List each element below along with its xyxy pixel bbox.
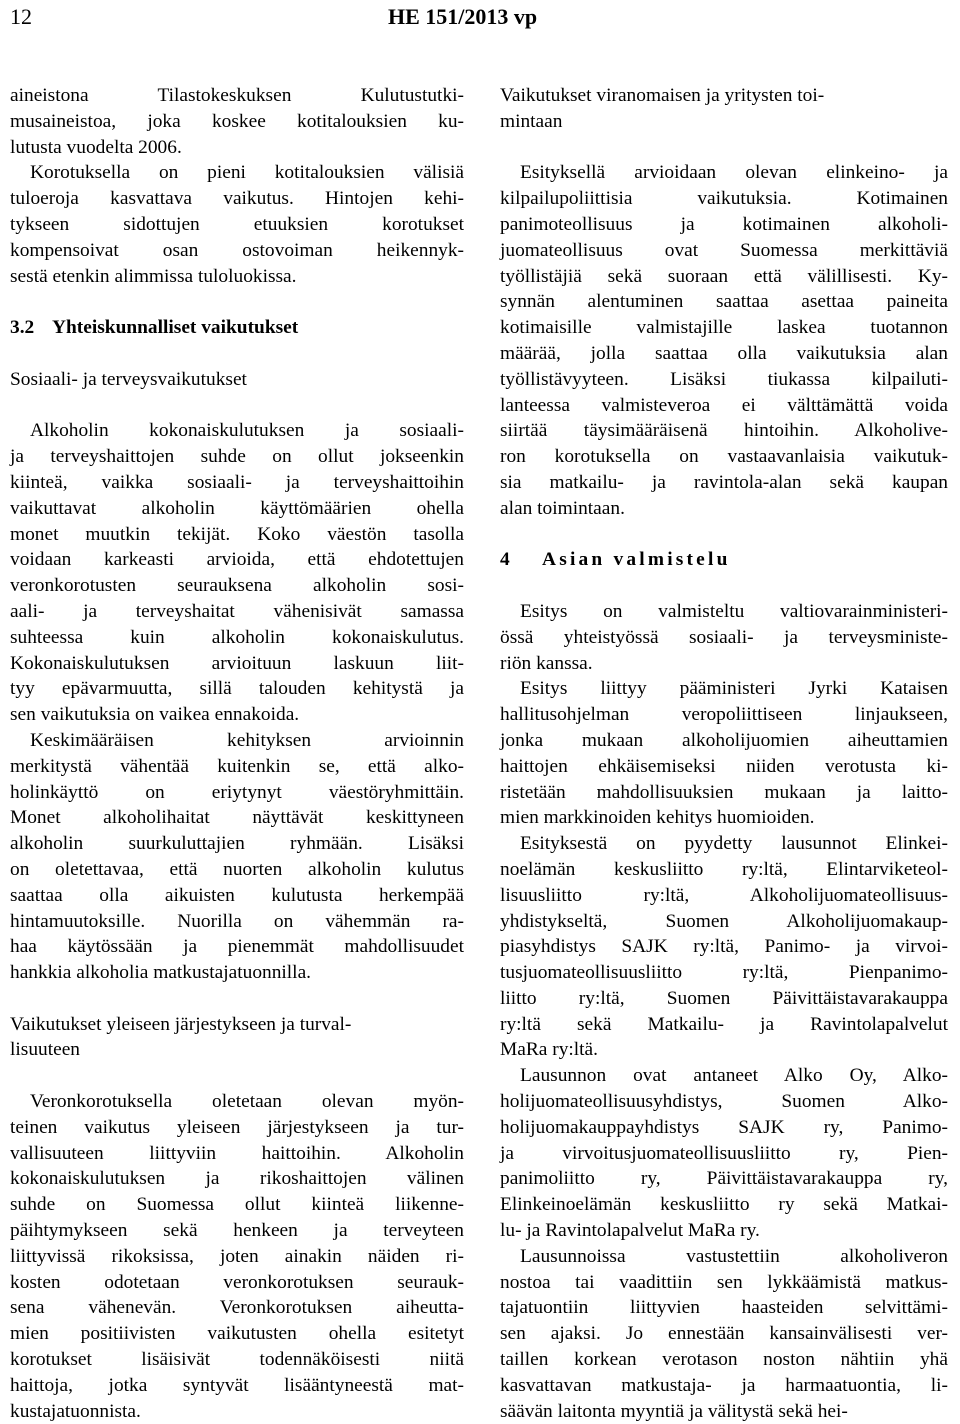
text-line: sen ajaksi. Jo ennestään kansainvälisesti ver- <box>500 1323 948 1345</box>
text-line: holijuomakauppayhdistys SAJK ry, Panimo- <box>500 1116 948 1138</box>
text-line: lutusta vuodelta 2006. <box>10 136 182 158</box>
text-line: össä yhteistyössä sosiaali- ja terveysministe- <box>500 626 948 648</box>
text-line: kotimaisille valmistajille laskea tuotannon <box>500 317 948 339</box>
document-id: HE 151/2013 vp <box>388 4 538 29</box>
text-line: riön kanssa. <box>500 652 593 674</box>
text-line: Vaikutukset viranomaisen ja yritysten toi- <box>500 85 825 106</box>
text-line: kompensoivat osan ostovoiman heikennyk- <box>10 239 464 261</box>
text-line: vallisuuteen liittyviin haittoihin. Alkoholin <box>10 1142 464 1164</box>
text-line: Lausunnon ovat antaneet Alko Oy, Alko- <box>520 1065 948 1087</box>
text-line: vaikuttavat alkoholin käyttömäärien ohella <box>10 497 464 519</box>
text-line: Monet alkoholihaitat näyttävät keskittyneen <box>10 807 464 829</box>
text-line: tuloeroja kasvattava vaikutus. Hintojen kehi- <box>10 188 464 210</box>
paragraph-keskimaarainen <box>10 728 464 986</box>
text-line: ja terveyshaittojen suhde on ollut jokseenkin <box>10 446 464 468</box>
subheading-sosiaali: Sosiaali- ja terveysvaikutukset <box>10 368 247 390</box>
paragraph-elinkeino <box>500 160 948 521</box>
text-line: lu- ja Ravintolapalvelut MaRa ry. <box>500 1220 760 1242</box>
text-line: Esityksestä on pyydetty lausunnot Elinkei- <box>520 833 948 855</box>
section-number: 3.2 <box>10 317 35 339</box>
text-line: mien markkinoiden kehitys huomioiden. <box>500 807 815 829</box>
text-line: määrää, jolla saattaa olla vaikutuksia alan <box>500 342 948 364</box>
text-line: ry:ltä sekä Matkailu- ja Ravintolapalvelut <box>500 1013 948 1035</box>
paragraph-veronkorotus <box>10 1089 464 1424</box>
text-line: yhdistykseltä, Suomen Alkoholijuomakaup- <box>500 910 948 932</box>
text-line: kokonaiskulutuksen ja rikoshaittojen välinen <box>10 1168 464 1190</box>
subheading-viranomaiset <box>500 83 948 135</box>
text-line: haa käytössään ja pienemmät mahdollisuudet <box>10 936 464 958</box>
text-line: sestä etenkin alimmissa tuloluokissa. <box>10 265 297 287</box>
left-column <box>10 83 464 1424</box>
page-header <box>0 0 960 40</box>
text-line: merkitystä vähentää kuitenkin se, että alko- <box>10 755 464 777</box>
text-line: sena vähenevän. Veronkorotuksen aiheutta- <box>10 1297 464 1319</box>
text-line: panimoteollisuus ja kotimainen alkoholi- <box>500 213 948 235</box>
text-line: hankkia alkoholia matkustajatuonnilla. <box>10 962 312 984</box>
text-line: tykseen sidottujen etuuksien korotukset <box>10 213 464 235</box>
text-line: korotukset lisäisivät todennäköisesti niitä <box>10 1349 464 1371</box>
text-line: liitto ry:ltä, Suomen Päivittäistavarakauppa <box>500 987 948 1009</box>
text-line: juomateollisuus ovat Suomessa merkittäviä <box>500 239 948 261</box>
text-line: panimoliitto ry, Päivittäistavarakauppa ry, <box>500 1168 948 1190</box>
section4-heading <box>500 547 948 573</box>
text-line: lisuuteen <box>10 1039 81 1061</box>
paragraph-hallitusohjelma <box>500 676 948 831</box>
text-line: kasvattavan matkustaja- ja harmaatuontia, li- <box>500 1374 948 1396</box>
text-line: ron korotuksella on vastaavanlaisia vaikutuk- <box>500 446 948 468</box>
text-line: MaRa ry:ltä. <box>500 1039 599 1061</box>
paragraph-lausunnot-pyydetty <box>500 831 948 1063</box>
text-line: sen vaikutuksia on vaikea ennakoida. <box>10 704 300 726</box>
text-line: Vaikutukset yleiseen järjestykseen ja turval- <box>10 1013 352 1035</box>
text-line: Esitys liittyy pääministeri Jyrki Kataisen <box>520 678 948 700</box>
text-line: siirtää täysimääräisenä hintoihin. Alkoholive- <box>500 420 948 442</box>
text-line: säävän laitonta myyntiä ja välitystä sekä hei- <box>500 1400 848 1422</box>
text-line: kilpailupoliittisia vaikutuksia. Kotimainen <box>500 188 948 210</box>
text-line: Veronkorotuksella oletetaan olevan myön- <box>30 1091 464 1113</box>
text-line: ristetään mahdollisuuksien mukaan ja laitto- <box>500 781 948 803</box>
text-line: Esitys on valmisteltu valtiovarainministeri- <box>520 600 948 622</box>
text-line: hintamuutoksille. Nuorilla on vähemmän ra- <box>10 910 464 932</box>
text-line: jonka mukaan alkoholijuomien aiheuttamien <box>500 729 948 751</box>
text-line: tusjuomateollisuusliitto ry:ltä, Pienpanimo- <box>500 962 948 984</box>
text-line: monet muutkin tekijät. Koko väestön tasolla <box>10 523 464 545</box>
subheading-jarjestys <box>10 1012 464 1064</box>
text-line: nostoa tai vaadittiin sen lykkäämistä matkus- <box>500 1271 948 1293</box>
text-line: mien positiivisten vaikutusten ohella esitetyt <box>10 1323 464 1345</box>
paragraph-valmistelu <box>500 599 948 676</box>
text-line: suhteessa kuin alkoholin kokonaiskulutus. <box>10 626 464 648</box>
text-line: lanteessa valmisteveroa ei välttämättä voida <box>500 394 948 416</box>
text-line: on oletettavaa, että nuorten alkoholin kulutus <box>10 858 464 880</box>
text-line: Kokonaiskulutuksen arvioituun laskuun liit- <box>10 652 464 674</box>
text-line: tyy epävarmuutta, sillä talouden kehitystä ja <box>10 678 464 700</box>
text-line: piasyhdistys SAJK ry:ltä, Panimo- ja virvoi- <box>500 936 948 958</box>
section4-title: Asian valmistelu <box>542 549 731 571</box>
paragraph-kokonaiskulutus <box>10 418 464 728</box>
paragraph-lausunnot-annettu <box>500 1063 948 1244</box>
text-line: holinkäyttö on eriytynyt väestöryhmittäin. <box>10 781 464 803</box>
text-line: holijuomateollisuusyhdistys, Suomen Alko- <box>500 1091 948 1113</box>
text-line: voidaan karkeasti arvioida, että ehdotettujen <box>10 549 464 571</box>
section4-number: 4 <box>500 549 510 571</box>
text-line: ja virvoitusjuomateollisuusliitto ry, Pien- <box>500 1142 948 1164</box>
text-line: lisuusliitto ry:ltä, Alkoholijuomateollisuus- <box>500 884 948 906</box>
text-line: saattaa olla aikuisten kulutusta herkempää <box>10 884 464 906</box>
text-line: veronkorotusten seurauksena alkoholin sosi- <box>10 575 464 597</box>
text-line: kosten odotetaan veronkorotuksen seurauk- <box>10 1271 464 1293</box>
text-line: päihtymykseen sekä henkeen ja terveyteen <box>10 1220 464 1242</box>
text-line: työllistävyyteen. Lisäksi tiukassa kilpailuti- <box>500 368 948 390</box>
text-line: kustajatuonnista. <box>10 1400 141 1422</box>
text-line: liittyvissä rikoksissa, joten ainakin näiden ri- <box>10 1245 464 1267</box>
section-heading <box>10 315 464 341</box>
page-number: 12 <box>10 4 32 29</box>
text-line: suhde on Suomessa ollut kiinteä liikenne- <box>10 1194 464 1216</box>
text-line: teinen vaikutus yleiseen järjestykseen ja tur- <box>10 1116 464 1138</box>
text-line: Alkoholin kokonaiskulutuksen ja sosiaali- <box>30 420 464 442</box>
paragraph-lausunnoissa <box>500 1244 948 1424</box>
right-column <box>500 83 948 1424</box>
text-line: noelämän keskusliitto ry:ltä, Elintarviketeol- <box>500 858 948 880</box>
text-line: alkoholin suurkuluttajien ryhmään. Lisäksi <box>10 833 464 855</box>
text-line: hallitusohjelman veropoliittiseen linjaukseen, <box>500 704 948 726</box>
text-line: Keskimääräisen kehityksen arvioinnin <box>30 729 464 751</box>
paragraph-kotitaloudet <box>10 160 464 289</box>
text-line: musaineistoa, joka koskee kotitalouksien ku- <box>10 110 464 132</box>
intro-paragraph <box>10 83 464 160</box>
text-line: haittojen ehkäisemiseksi niiden verotusta ki- <box>500 755 948 777</box>
text-line: taillen korkean verotason noston nähtiin yhä <box>500 1349 948 1371</box>
text-line: Esityksellä arvioidaan olevan elinkeino- ja <box>520 162 948 184</box>
text-line: aineistona Tilastokeskuksen Kulutustutki- <box>10 85 464 106</box>
text-line: mintaan <box>500 110 563 132</box>
section-title: Yhteiskunnalliset vaikutukset <box>52 317 299 339</box>
text-line: kiinteä, vaikka sosiaali- ja terveyshaittoihin <box>10 471 464 493</box>
text-line: Korotuksella on pieni kotitalouksien välisiä <box>30 162 464 184</box>
text-line: alan toimintaan. <box>500 497 625 519</box>
text-line: synnän alentuminen saattaa asettaa paineita <box>500 291 948 313</box>
text-line: aali- ja terveyshaitat vähenisivät samassa <box>10 600 464 622</box>
text-line: tajatuontiin liittyvien haasteiden selvittämi- <box>500 1297 948 1319</box>
text-line: työllistäjiä sekä suoraan että välillisesti. Ky- <box>500 265 948 287</box>
text-line: Lausunnoissa vastustettiin alkoholiveron <box>520 1245 948 1267</box>
text-line: haittoja, jotka syntyvät lisääntyneestä mat- <box>10 1374 464 1396</box>
text-line: sia matkailu- ja ravintola-alan sekä kaupan <box>500 471 948 493</box>
text-line: Elinkeinoelämän keskusliitto ry sekä Matkai- <box>500 1194 948 1216</box>
